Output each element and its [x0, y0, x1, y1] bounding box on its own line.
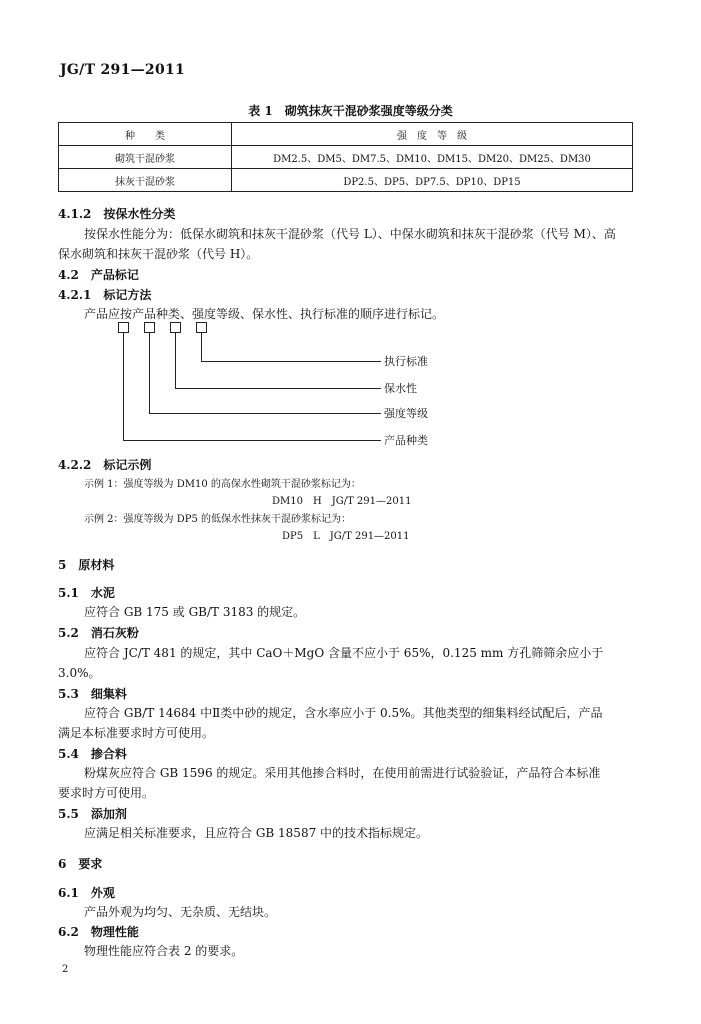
placeholder-box [144, 322, 155, 333]
section-5-1-text: 应符合 GB 175 或 GB/T 3183 的规定。 [84, 605, 306, 619]
table-row [59, 169, 633, 192]
section-4-2-heading: 4.2 产品标记 [58, 268, 139, 282]
section-4-2-1-heading: 4.2.1 标记方法 [58, 288, 152, 302]
section-5-2-line1: 应符合 JC/T 481 的规定，其中 CaO＋MgO 含量不应小于 65%，0.125 mm 方孔筛筛余应小于 [84, 646, 604, 660]
section-6-1-text: 产品外观为均匀、无杂质、无结块。 [84, 905, 277, 919]
leader-line [149, 413, 381, 414]
table-cell-type: 抹灰干混砂浆 [59, 169, 232, 192]
section-4-2-1-text: 产品应按产品种类、强度等级、保水性、执行标准的顺序进行标记。 [84, 307, 445, 321]
table-cell-grades: DP2.5、DP5、DP7.5、DP10、DP15 [232, 169, 633, 192]
leader-line [175, 388, 381, 389]
leader-line [175, 333, 176, 388]
section-4-2-2-heading: 4.2.2 标记示例 [58, 458, 152, 472]
leader-line [149, 333, 150, 413]
section-5-5-heading: 5.5 添加剂 [58, 807, 127, 821]
section-6-2-text: 物理性能应符合表 2 的要求。 [84, 944, 244, 958]
example-1-text: 示例 1：强度等级为 DM10 的高保水性砌筑干混砂浆标记为： [84, 479, 361, 490]
table-header-row [59, 123, 633, 146]
leader-line [201, 333, 202, 361]
table-1-title: 表 1 砌筑抹灰干混砂浆强度等级分类 [248, 104, 453, 118]
label-water-retention: 保水性 [384, 382, 417, 395]
leader-line [123, 333, 124, 440]
section-6-2-heading: 6.2 物理性能 [58, 925, 139, 939]
placeholder-box [170, 322, 181, 333]
section-4-1-2-line2: 保水砌筑和抹灰干混砂浆（代号 H）。 [58, 247, 259, 261]
table-cell-type: 砌筑干混砂浆 [59, 146, 232, 169]
section-5-3-heading: 5.3 细集料 [58, 687, 127, 701]
table-row [59, 146, 633, 169]
section-6-heading: 6 要求 [58, 857, 103, 871]
leader-line [123, 440, 381, 441]
example-2-mark: DP5 L JG/T 291—2011 [282, 531, 410, 542]
table-header-grade: 强 度 等 级 [232, 123, 633, 146]
section-5-2-line2: 3.0%。 [58, 666, 101, 680]
section-5-5-text: 应满足相关标准要求，且应符合 GB 18587 中的技术指标规定。 [84, 826, 429, 840]
section-5-2-heading: 5.2 消石灰粉 [58, 626, 139, 640]
placeholder-box [118, 322, 129, 333]
section-4-1-2-line1: 按保水性能分为：低保水砌筑和抹灰干混砂浆（代号 L）、中保水砌筑和抹灰干混砂浆（代号 M）、高 [84, 227, 616, 241]
section-5-4-heading: 5.4 掺合料 [58, 747, 127, 761]
section-6-1-heading: 6.1 外观 [58, 886, 115, 900]
leader-line [201, 361, 381, 362]
section-5-heading: 5 原材料 [58, 558, 115, 572]
table-1-strength-grades [58, 122, 633, 192]
standard-code: JG/T 291—2011 [60, 62, 186, 78]
placeholder-box [196, 322, 207, 333]
marking-diagram [118, 322, 458, 452]
section-5-1-heading: 5.1 水泥 [58, 586, 115, 600]
section-5-4-line2: 要求时方可使用。 [58, 786, 155, 800]
section-5-3-line2: 满足本标准要求时方可使用。 [58, 726, 215, 740]
label-product-type: 产品种类 [384, 434, 428, 447]
section-4-1-2-heading: 4.1.2 按保水性分类 [58, 207, 176, 221]
example-2-text: 示例 2：强度等级为 DP5 的低保水性抹灰干混砂浆标记为： [84, 514, 352, 525]
label-strength-grade: 强度等级 [384, 407, 428, 420]
page-number: 2 [62, 964, 69, 975]
section-5-3-line1: 应符合 GB/T 14684 中Ⅱ类中砂的规定，含水率应小于 0.5%。其他类型的细集料经试配后，产品 [84, 706, 603, 720]
section-5-4-line1: 粉煤灰应符合 GB 1596 的规定。采用其他掺合料时，在使用前需进行试验验证，产品符合本标准 [84, 766, 601, 780]
table-header-type: 种 类 [59, 123, 232, 146]
example-1-mark: DM10 H JG/T 291—2011 [272, 496, 412, 507]
table-cell-grades: DM2.5、DM5、DM7.5、DM10、DM15、DM20、DM25、DM30 [232, 146, 633, 169]
label-standard: 执行标准 [384, 355, 428, 368]
